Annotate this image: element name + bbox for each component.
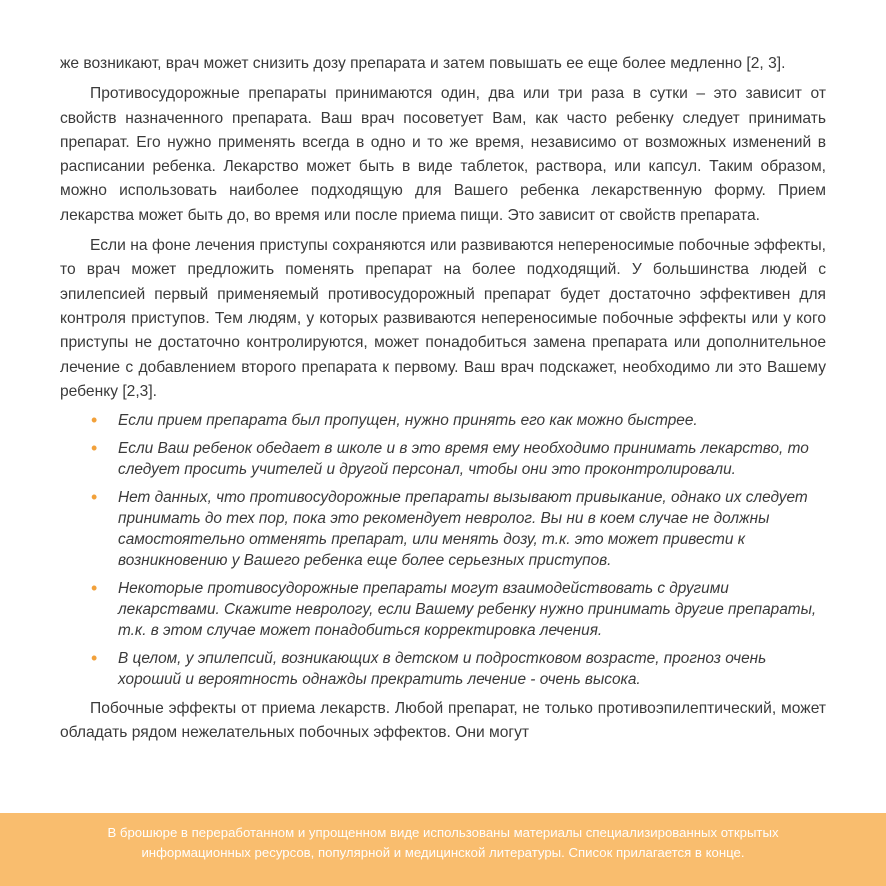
list-item [91, 438, 826, 480]
list-item [91, 578, 826, 641]
advice-list [60, 410, 826, 690]
list-item-text: Нет данных, что противосудорожные препараты вызывают привыкание, однако их следует принимать до тех пор, пока это рекомендует невролог. Вы ни в коем случае не должны самостоятельно отменять препарат, или менять дозу, т.к. это может привести к возникновению у Вашего ребенка еще более серьезных приступов. [118, 489, 808, 570]
list-item-text: Если Ваш ребенок обедает в школе и в это время ему необходимо принимать лекарство, то следует просить учителей и другой персонал, чтобы они это проконтролировали. [118, 440, 809, 479]
list-item-text: В целом, у эпилепсий, возникающих в детском и подростковом возрасте, прогноз очень хороший и вероятность однажды прекратить лечение - очень высока. [118, 650, 767, 689]
page-body [60, 52, 826, 752]
bullet-icon: • [91, 438, 98, 459]
paragraph-dosing: Противосудорожные препараты принимаются один, два или три раза в сутки – это зависит от свойств назначенного препарата. Ваш врач посоветует Вам, как часто ребенку следует принимать препарат. Его нужно применять всегда в одно и то же время, независимо от возможных изменений в расписании ребенка. Лекарство может быть в виде таблеток, раствора, или капсул. Таким образом, можно использовать наиболее подходящую для Вашего ребенка лекарственную форму. Прием лекарства может быть до, во время или после приема пищи. Это зависит от свойств препарата. [60, 85, 826, 224]
list-item-text: Некоторые противосудорожные препараты могут взаимодействовать с другими лекарствами. Скажите неврологу, если Вашему ребенку нужно принимать другие препараты, т.к. в этом случае может понадобиться корректировка лечения. [118, 580, 817, 640]
paragraph-continuation: же возникают, врач может снизить дозу препарата и затем повышать ее еще более медленно [2, 3]. [60, 55, 786, 72]
footer-line-2: информационных ресурсов, популярной и медицинской литературы. Список прилагается в конце. [141, 845, 745, 860]
bullet-icon: • [91, 487, 98, 508]
paragraph-replacement: Если на фоне лечения приступы сохраняются или развиваются непереносимые побочные эффекты, то врач может предложить поменять препарат на более подходящий. У большинства людей с эпилепсией первый применяемый противосудорожный препарат будет достаточно эффективен для контроля приступов. Тем людям, у которых развиваются непереносимые побочные эффекты или у кого приступы не достаточно контролируются, может понадобиться замена препарата или дополнительное лечение с добавлением второго препарата к первому. Ваш врач подскажет, необходимо ли это Вашему ребенку [2,3]. [60, 237, 826, 400]
footer-note [60, 823, 826, 863]
list-item [91, 648, 826, 690]
bullet-icon: • [91, 648, 98, 669]
list-item [91, 410, 826, 431]
bullet-icon: • [91, 578, 98, 599]
footer-line-1: В брошюре в переработанном и упрощенном виде использованы материалы специализированных открытых [107, 825, 779, 840]
list-item [91, 487, 826, 571]
bullet-icon: • [91, 410, 98, 431]
paragraph-side-effects: Побочные эффекты от приема лекарств. Любой препарат, не только противоэпилептический, может обладать рядом нежелательных побочных эффектов. Они могут [60, 700, 826, 742]
list-item-text: Если прием препарата был пропущен, нужно принять его как можно быстрее. [118, 412, 698, 430]
footer-band [0, 813, 886, 886]
